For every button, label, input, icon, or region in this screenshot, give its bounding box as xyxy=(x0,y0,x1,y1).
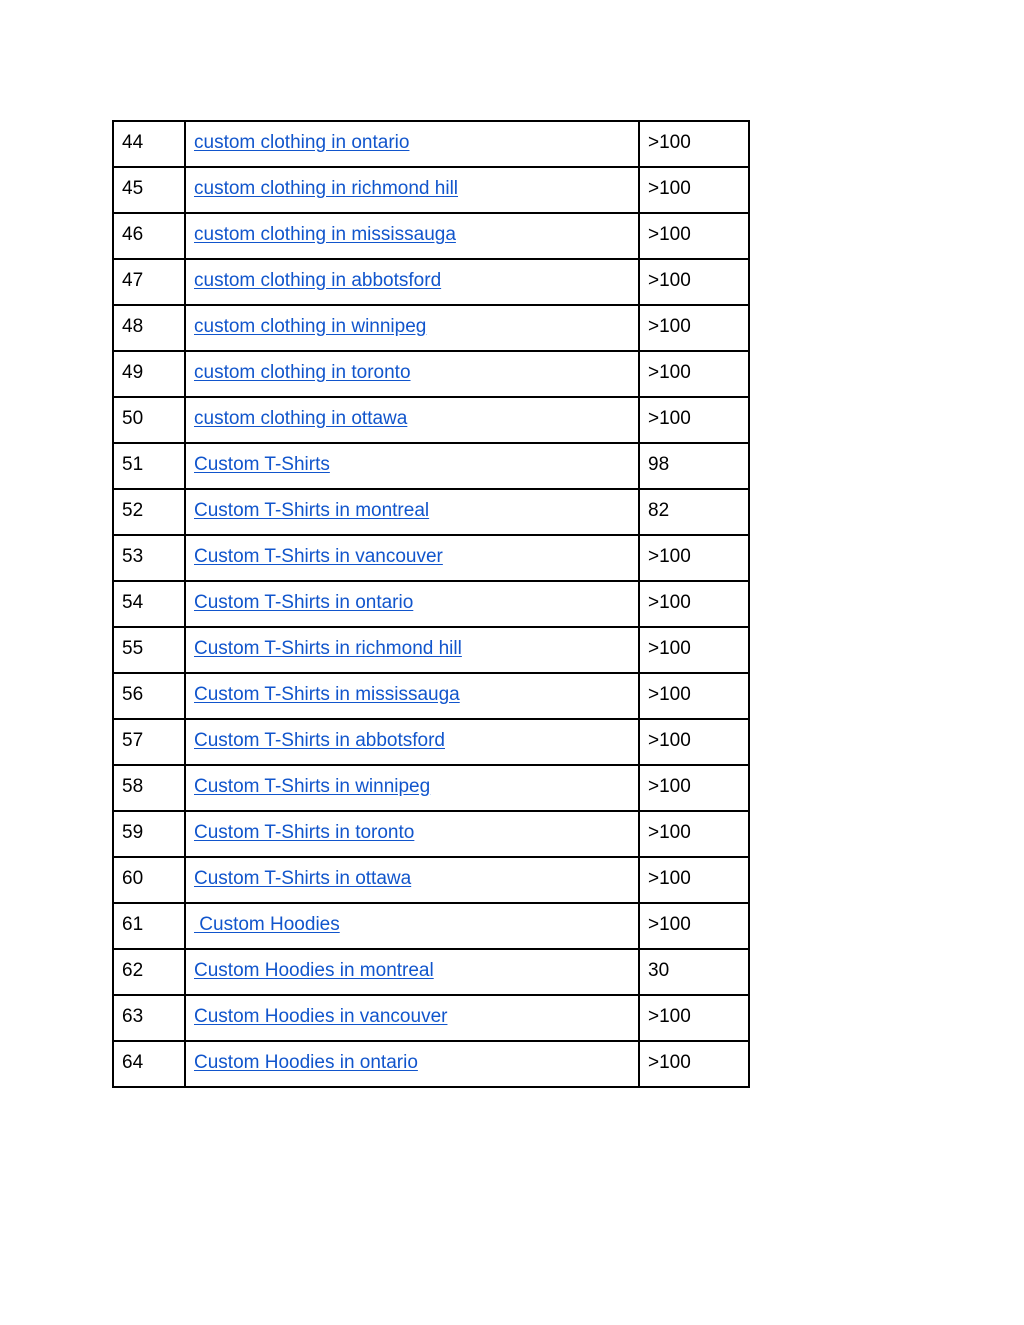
keyword-cell xyxy=(185,121,639,167)
row-number-cell: 55 xyxy=(113,627,185,673)
row-number-cell: 58 xyxy=(113,765,185,811)
row-number-cell: 44 xyxy=(113,121,185,167)
rank-cell: >100 xyxy=(639,627,749,673)
rank-cell: >100 xyxy=(639,535,749,581)
row-number-cell: 57 xyxy=(113,719,185,765)
keyword-cell xyxy=(185,949,639,995)
rank-cell: >100 xyxy=(639,213,749,259)
keyword-link[interactable]: custom clothing in abbotsford xyxy=(194,270,442,291)
table-row xyxy=(113,443,749,489)
keyword-cell xyxy=(185,765,639,811)
table-body xyxy=(113,121,749,1087)
rank-cell: >100 xyxy=(639,305,749,351)
row-number-cell: 62 xyxy=(113,949,185,995)
rank-cell: >100 xyxy=(639,811,749,857)
rank-cell: >100 xyxy=(639,397,749,443)
row-number-cell: 49 xyxy=(113,351,185,397)
keyword-cell xyxy=(185,673,639,719)
rank-cell: 30 xyxy=(639,949,749,995)
keyword-link[interactable]: Custom T-Shirts in richmond hill xyxy=(194,638,462,659)
keyword-link[interactable]: custom clothing in ottawa xyxy=(194,408,408,429)
keyword-cell xyxy=(185,443,639,489)
row-number-cell: 53 xyxy=(113,535,185,581)
rank-cell: >100 xyxy=(639,581,749,627)
table-row xyxy=(113,995,749,1041)
table-row xyxy=(113,535,749,581)
keyword-cell xyxy=(185,581,639,627)
keyword-cell xyxy=(185,397,639,443)
rank-cell: >100 xyxy=(639,351,749,397)
keyword-cell xyxy=(185,1041,639,1087)
table-row xyxy=(113,765,749,811)
keyword-cell xyxy=(185,903,639,949)
rank-cell: >100 xyxy=(639,167,749,213)
rank-cell: >100 xyxy=(639,719,749,765)
row-number-cell: 61 xyxy=(113,903,185,949)
table-row xyxy=(113,397,749,443)
keyword-cell xyxy=(185,811,639,857)
table-row xyxy=(113,903,749,949)
keyword-link[interactable]: Custom T-Shirts in abbotsford xyxy=(194,730,445,751)
table-row xyxy=(113,857,749,903)
row-number-cell: 45 xyxy=(113,167,185,213)
rank-cell: >100 xyxy=(639,995,749,1041)
rank-cell: >100 xyxy=(639,259,749,305)
table-row xyxy=(113,351,749,397)
keyword-cell xyxy=(185,305,639,351)
table-row xyxy=(113,213,749,259)
keyword-link[interactable]: Custom Hoodies in vancouver xyxy=(194,1006,448,1027)
keyword-link[interactable]: Custom T-Shirts in ontario xyxy=(194,592,414,613)
keyword-cell xyxy=(185,489,639,535)
rank-cell: >100 xyxy=(639,121,749,167)
table-row xyxy=(113,305,749,351)
table-row xyxy=(113,121,749,167)
table-row xyxy=(113,259,749,305)
rank-cell: >100 xyxy=(639,857,749,903)
keyword-cell xyxy=(185,259,639,305)
keyword-cell xyxy=(185,213,639,259)
table-row xyxy=(113,627,749,673)
table-row xyxy=(113,811,749,857)
rank-cell: >100 xyxy=(639,903,749,949)
row-number-cell: 47 xyxy=(113,259,185,305)
table-row xyxy=(113,949,749,995)
keyword-link[interactable]: custom clothing in toronto xyxy=(194,362,411,383)
row-number-cell: 46 xyxy=(113,213,185,259)
keyword-link[interactable]: Custom T-Shirts in vancouver xyxy=(194,546,443,567)
keyword-link[interactable]: custom clothing in richmond hill xyxy=(194,178,459,199)
keyword-cell xyxy=(185,857,639,903)
rank-cell: >100 xyxy=(639,673,749,719)
row-number-cell: 63 xyxy=(113,995,185,1041)
table-row xyxy=(113,1041,749,1087)
row-number-cell: 48 xyxy=(113,305,185,351)
row-number-cell: 52 xyxy=(113,489,185,535)
row-number-cell: 56 xyxy=(113,673,185,719)
keyword-link[interactable]: Custom T-Shirts in toronto xyxy=(194,822,415,843)
keyword-cell xyxy=(185,535,639,581)
table-row xyxy=(113,489,749,535)
keyword-ranking-table xyxy=(112,120,750,1088)
row-number-cell: 59 xyxy=(113,811,185,857)
keyword-link[interactable]: Custom Hoodies in ontario xyxy=(194,1052,418,1073)
keyword-link[interactable]: Custom T-Shirts in winnipeg xyxy=(194,776,431,797)
row-number-cell: 50 xyxy=(113,397,185,443)
keyword-cell xyxy=(185,627,639,673)
row-number-cell: 60 xyxy=(113,857,185,903)
keyword-cell xyxy=(185,167,639,213)
rank-cell: >100 xyxy=(639,765,749,811)
keyword-cell xyxy=(185,719,639,765)
row-number-cell: 54 xyxy=(113,581,185,627)
keyword-link[interactable]: Custom T-Shirts in montreal xyxy=(194,500,430,521)
rank-cell: >100 xyxy=(639,1041,749,1087)
table-row xyxy=(113,581,749,627)
keyword-link[interactable]: Custom T-Shirts xyxy=(194,454,330,475)
keyword-link[interactable]: Custom Hoodies xyxy=(194,914,340,935)
row-number-cell: 51 xyxy=(113,443,185,489)
keyword-link[interactable]: custom clothing in winnipeg xyxy=(194,316,427,337)
keyword-link[interactable]: custom clothing in mississauga xyxy=(194,224,456,245)
keyword-link[interactable]: custom clothing in ontario xyxy=(194,132,410,153)
keyword-cell xyxy=(185,351,639,397)
keyword-link[interactable]: Custom Hoodies in montreal xyxy=(194,960,434,981)
table-row xyxy=(113,167,749,213)
row-number-cell: 64 xyxy=(113,1041,185,1087)
keyword-link[interactable]: Custom T-Shirts in ottawa xyxy=(194,868,412,889)
rank-cell: 98 xyxy=(639,443,749,489)
table-row xyxy=(113,673,749,719)
table-row xyxy=(113,719,749,765)
keyword-link[interactable]: Custom T-Shirts in mississauga xyxy=(194,684,460,705)
rank-cell: 82 xyxy=(639,489,749,535)
keyword-cell xyxy=(185,995,639,1041)
